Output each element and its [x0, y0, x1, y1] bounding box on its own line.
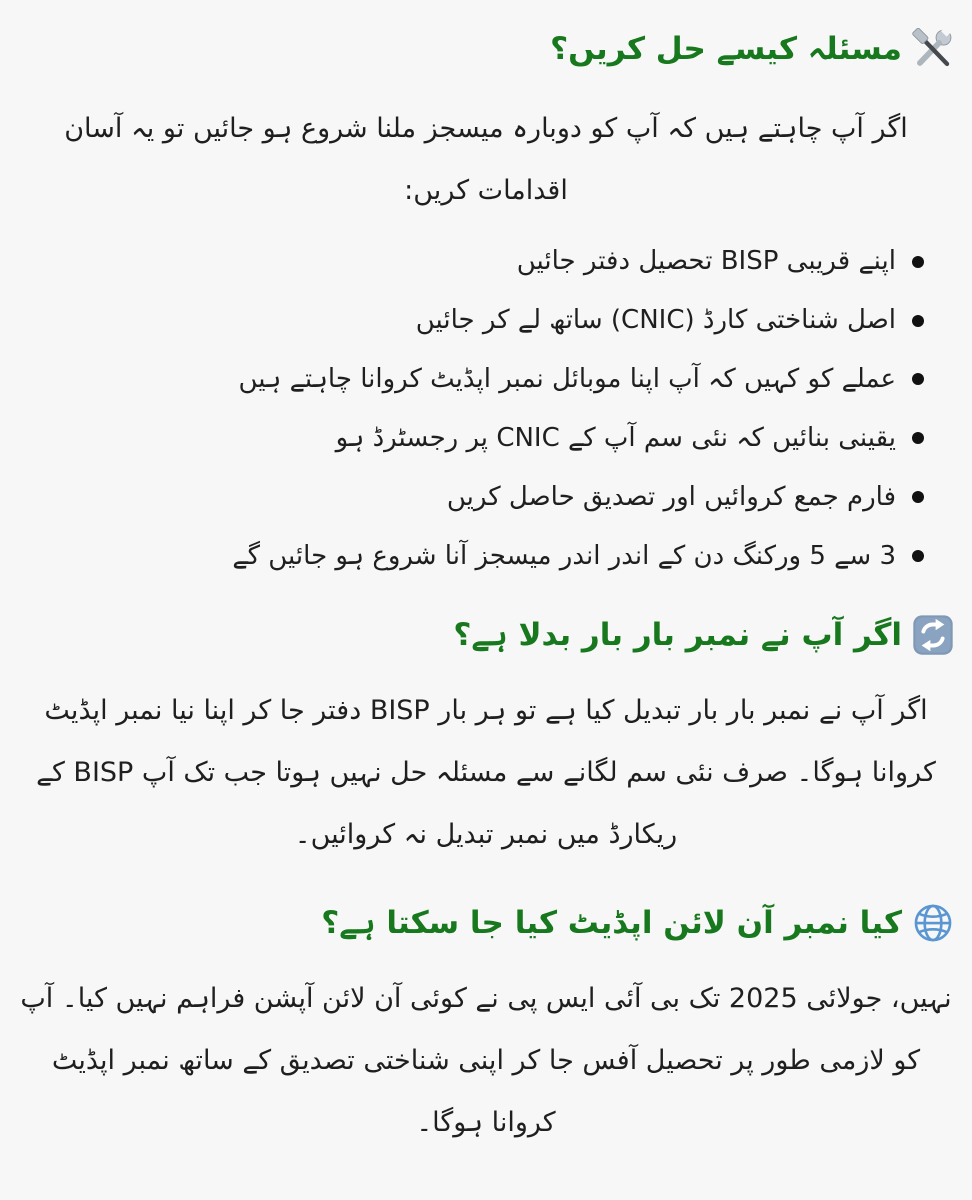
list-item: [18, 299, 924, 342]
list-item: [18, 240, 924, 283]
section-heading-how-to-fix: [18, 28, 954, 70]
steps-list: [18, 240, 924, 577]
online-update-paragraph: نہیں، جولائی 2025 تک بی آئی ایس پی نے کوئی آن لائن آپشن فراہم نہیں کیا۔ آپ کو لازمی طور پر تحصیل آفس جا کر اپنی شناختی تصدیق کے ساتھ نمبر اپڈیٹ کروانا ہوگا۔: [20, 982, 952, 1138]
step-text: اصل شناختی کارڈ (CNIC) ساتھ لے کر جائیں: [415, 305, 896, 336]
step-text: فارم جمع کروائیں اور تصدیق حاصل کریں: [446, 481, 896, 512]
list-item: [18, 535, 924, 578]
bullet-icon: [912, 373, 924, 385]
step-text: عملے کو کہیں کہ آپ اپنا موبائل نمبر اپڈیٹ کروانا چاہتے ہیں: [238, 363, 896, 394]
hammer-wrench-icon: [912, 28, 954, 70]
intro-paragraph: اگر آپ چاہتے ہیں کہ آپ کو دوبارہ میسجز ملنا شروع ہو جائیں تو یہ آسان اقدامات کریں:: [64, 113, 908, 207]
section-heading-online-update: [18, 902, 954, 944]
heading-text: مسئلہ کیسے حل کریں؟: [550, 31, 902, 67]
step-text: 3 سے 5 ورکنگ دن کے اندر اندر میسجز آنا شروع ہو جائیں گے: [232, 540, 896, 571]
list-item: [18, 358, 924, 401]
heading-text: اگر آپ نے نمبر بار بار بدلا ہے؟: [453, 616, 902, 653]
section-heading-changed-number: [18, 614, 954, 656]
bullet-icon: [912, 256, 924, 268]
changed-number-paragraph: اگر آپ نے نمبر بار بار تبدیل کیا ہے تو ہر بار BISP دفتر جا کر اپنا نیا نمبر اپڈیٹ کروانا ہوگا۔ صرف نئی سم لگانے سے مسئلہ حل نہیں ہوتا جب تک آپ BISP کے ریکارڈ میں نمبر تبدیل نہ کروائیں۔: [36, 694, 936, 850]
bullet-icon: [912, 432, 924, 444]
step-text: اپنے قریبی BISP تحصیل دفتر جائیں: [516, 246, 896, 277]
list-item: [18, 417, 924, 460]
bullet-icon: [912, 550, 924, 562]
list-item: [18, 476, 924, 519]
step-text: یقینی بنائیں کہ نئی سم آپ کے CNIC پر رجسٹرڈ ہو: [335, 422, 896, 453]
repeat-icon: [912, 614, 954, 656]
bullet-icon: [912, 315, 924, 327]
globe-icon: [912, 902, 954, 944]
heading-text: کیا نمبر آن لائن اپڈیٹ کیا جا سکتا ہے؟: [321, 904, 902, 941]
bullet-icon: [912, 491, 924, 503]
